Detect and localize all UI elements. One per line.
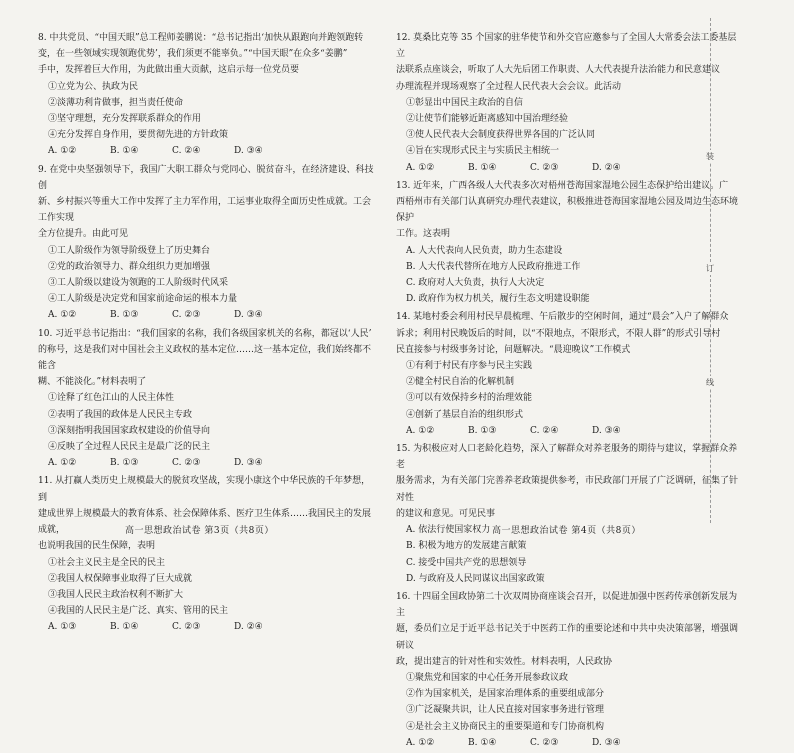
choice-item: A. ①② <box>406 737 435 748</box>
question-block <box>396 441 738 589</box>
answer-option: A. 人大代表向人民负责，助力生态建设 <box>406 245 563 256</box>
question-block <box>38 162 378 326</box>
choice-item: D. ③④ <box>234 146 263 157</box>
right-page-column <box>396 30 738 753</box>
question-stem-line: 变，在一些领域实现领跑优势’，我们须更不能辜负。”“中国天眼”在众多“姜鹏” <box>38 49 348 60</box>
question-block <box>396 178 738 310</box>
question-block <box>38 473 378 637</box>
answer-option: ②作为国家机关，是国家治理体系的重要组成部分 <box>406 689 605 700</box>
binding-mark-xian: 线 <box>706 378 714 387</box>
answer-option: ③坚守理想，充分发挥联系群众的作用 <box>48 114 202 125</box>
answer-option: C. 政府对人大负责，执行人大决定 <box>406 278 545 289</box>
choice-item: A. ①② <box>48 146 77 157</box>
answer-option: ①彰显出中国民主政治的自信 <box>406 97 524 108</box>
choice-row <box>38 619 378 635</box>
question-block <box>396 30 738 178</box>
question-stem-line: 13. 近年来，广西各级人大代表多次对梧州苍海国家湿地公园生态保护给出建议。广 <box>396 180 729 191</box>
question-stem-line: 15. 为积极应对人口老龄化趋势，深入了解群众对养老服务的期待与建议，掌握群众养老 <box>396 444 738 471</box>
question-block <box>38 30 378 162</box>
question-stem-line: 诉求；利用村民晚饭后的时间，以“不限地点，不限形式，不限人群”的形式引导村 <box>396 328 721 339</box>
binding-mark-zhuang: 装 <box>706 152 714 161</box>
choice-item: D. ③④ <box>234 458 263 469</box>
question-stem-line: 16. 十四届全国政协第二十次双周协商座谈会召开，以促进加强中医药传承创新发展为主 <box>396 591 738 619</box>
left-page-footer: 高一思想政治试卷 第3页（共8页） <box>125 526 274 536</box>
answer-option: ①诠释了红色江山的人民主体性 <box>48 393 175 404</box>
choice-item: A. ①② <box>48 310 77 321</box>
choice-item: D. ③④ <box>592 425 621 436</box>
choice-item: A. ①③ <box>48 622 77 633</box>
choice-item: B. ①④ <box>468 737 497 748</box>
choice-item: C. ②③ <box>530 737 559 748</box>
choice-item: C. ②③ <box>172 310 201 321</box>
choice-item: B. ①③ <box>468 425 497 436</box>
question-stem-line: 办理流程并现场观察了全过程人民代表大会会议。此活动 <box>396 81 622 92</box>
choice-item: A. ①② <box>406 162 435 173</box>
choice-row <box>396 423 738 439</box>
choice-item: A. ①② <box>48 458 77 469</box>
choice-row <box>396 160 738 176</box>
question-stem-line: 8. 中共党员、“中国天眼”总工程师姜鹏说：“总书记指出‘加快从跟跑向并跑领跑转 <box>38 33 364 43</box>
question-stem-line: 法联系点座谈会，听取了人大先后团工作职责、人大代表提升法治能力和民意建议 <box>396 65 721 76</box>
answer-option: ②健全村民自治的化解机制 <box>406 377 515 388</box>
choice-row <box>38 143 378 159</box>
choice-item: B. ①③ <box>110 310 139 321</box>
answer-option: D. 与政府及人民同谋议出国家政策 <box>406 573 545 584</box>
question-block <box>396 309 738 441</box>
answer-option: ④我国的人民民主是广泛、真实、管用的民主 <box>48 606 229 617</box>
choice-row <box>396 735 738 751</box>
choice-item: B. ①③ <box>110 458 139 469</box>
answer-option: C. 接受中国共产党的思想领导 <box>406 557 527 568</box>
answer-option: ②表明了我国的政体是人民民主专政 <box>48 409 193 420</box>
choice-item: D. ②④ <box>592 162 621 173</box>
question-block <box>396 589 738 753</box>
choice-item: C. ②③ <box>172 458 201 469</box>
question-block <box>38 326 378 474</box>
question-stem-line: 11. 从打赢人类历史上规模最大的脱贫攻坚战，实现小康这个中华民族的千年梦想，到 <box>38 476 371 503</box>
question-stem-line: 10. 习近平总书记指出：“我们国家的名称，我们各级国家机关的名称，都冠以‘人民’ <box>38 328 372 339</box>
answer-option: ④反映了全过程人民民主是最广泛的民主 <box>48 442 211 453</box>
answer-option: ①聚焦党和国家的中心任务开展参政议政 <box>406 672 569 683</box>
answer-option: ①有利于村民有序参与民主实践 <box>406 361 533 372</box>
choice-item: C. ②③ <box>172 622 201 633</box>
choice-item: C. ②④ <box>530 425 559 436</box>
choice-item: B. ①④ <box>110 146 139 157</box>
answer-option: ③我国人民民主政治权利不断扩大 <box>48 589 184 600</box>
answer-option: B. 人大代表代替所在地方人民政府推进工作 <box>406 261 581 272</box>
question-stem-line: 工作。这表明 <box>396 229 451 240</box>
choice-item: A. ①② <box>406 425 435 436</box>
answer-option: ③深刻指明我国国家政权建设的价值导向 <box>48 425 211 436</box>
answer-option: ②淡薄功利肯做事，担当责任使命 <box>48 97 184 108</box>
answer-option: ①立党为公、执政为民 <box>48 81 139 92</box>
question-stem-line: 12. 莫桑比克等 35 个国家的驻华使节和外交官应邀参与了全国人大常委会法工委基层立 <box>396 33 737 60</box>
answer-option: ④是社会主义协商民主的重要渠道和专门协商机构 <box>406 721 605 732</box>
answer-option: ①社会主义民主是全民的民主 <box>48 557 166 568</box>
question-stem-line: 的称号，这是我们对中国社会主义政权的基本定位……这一基本定位，我们始终都不能含 <box>38 344 372 372</box>
choice-item: B. ①④ <box>468 162 497 173</box>
question-stem-line: 的建议和意见。可见民事 <box>396 508 496 519</box>
question-stem-line: 建成世界上规模最大的教育体系、社会保障体系、医疗卫生体系……我国民主的发展成就， <box>38 508 372 536</box>
choice-item: D. ②④ <box>234 622 263 633</box>
choice-item: C. ②④ <box>172 146 201 157</box>
answer-option: ③工人阶级以建设为领跑的工人阶级时代风采 <box>48 278 229 289</box>
answer-option: ②我国人权保障事业取得了巨大成就 <box>48 573 193 584</box>
answer-option: ①工人阶级作为领导阶级登上了历史舞台 <box>48 245 211 256</box>
question-stem-line: 也说明我国的民生保障，表明 <box>38 541 156 552</box>
answer-option: ②党的政治领导力、群众组织力更加增强 <box>48 261 211 272</box>
question-stem-line: 服务需求，为有关部门完善养老政策提供参考，市民政部门开展了广泛调研，征集了针对性 <box>396 476 739 503</box>
answer-option: ④创新了基层自治的组织形式 <box>406 409 524 420</box>
answer-option: A. 依法行使国家权力 <box>406 525 491 536</box>
answer-option: ④工人阶级是决定党和国家前途命运的根本力量 <box>48 294 238 305</box>
right-page-footer: 高一思想政治试卷 第4页（共8页） <box>492 526 641 536</box>
answer-option: ③使人民代表大会制度获得世界各国的广泛认同 <box>406 130 596 141</box>
choice-row <box>38 307 378 323</box>
question-stem-line: 题，委员们立足于近平总书记关于中医药工作的重要论述和中共中央决策部署，增强调研议 <box>396 624 739 651</box>
question-stem-line: 14. 某地村委会利用村民早晨梳理、午后散步的空闲时间，通过“晨会”入户了解群众 <box>396 312 729 323</box>
question-stem-line: 全方位提升。由此可见 <box>38 229 129 240</box>
question-stem-line: 民直接参与村级事务讨论，问题解决。“晨迎晚议”工作模式 <box>396 344 631 355</box>
answer-option: ④充分发挥自身作用，要贯彻先进的方针政策 <box>48 130 229 141</box>
question-stem-line: 糊、不能淡化。”材料表明了 <box>38 377 147 388</box>
question-stem-line: 手中，发挥着巨大作用，为此做出重大贡献，这启示每一位党员要 <box>38 65 300 76</box>
choice-item: D. ③④ <box>592 737 621 748</box>
binding-mark-ding: 订 <box>706 264 714 273</box>
answer-option: D. 政府作为权力机关，履行生态文明建设职能 <box>406 294 590 305</box>
choice-item: D. ③④ <box>234 310 263 321</box>
answer-option: B. 积极为地方的发展建言献策 <box>406 541 527 552</box>
question-stem-line: 9. 在党中央坚强领导下，我国广大职工群众与党同心、脱贫奋斗，在经济建设、科技创 <box>38 164 374 191</box>
question-stem-line: 政，提出建言的针对性和实效性。材料表明，人民政协 <box>396 656 613 667</box>
answer-option: ③可以有效保持乡村的治理效能 <box>406 393 533 404</box>
choice-item: C. ②③ <box>530 162 559 173</box>
question-stem-line: 新、乡村振兴等重大工作中发挥了主力军作用，工运事业取得全面历史性成就。工会工作实现 <box>38 197 372 224</box>
choice-item: B. ①④ <box>110 622 139 633</box>
answer-option: ④旨在实现形式民主与实质民主相统一 <box>406 146 560 157</box>
choice-row <box>38 455 378 471</box>
answer-option: ②让使节们能够近距离感知中国治理经验 <box>406 114 569 125</box>
left-page-column <box>38 30 378 638</box>
question-stem-line: 西梧州市有关部门认真研究办理代表建议，积极推进苍海国家湿地公园及周边生态环境保护 <box>396 197 739 224</box>
answer-option: ③广泛凝聚共识，让人民直接对国家事务进行管理 <box>406 705 605 716</box>
